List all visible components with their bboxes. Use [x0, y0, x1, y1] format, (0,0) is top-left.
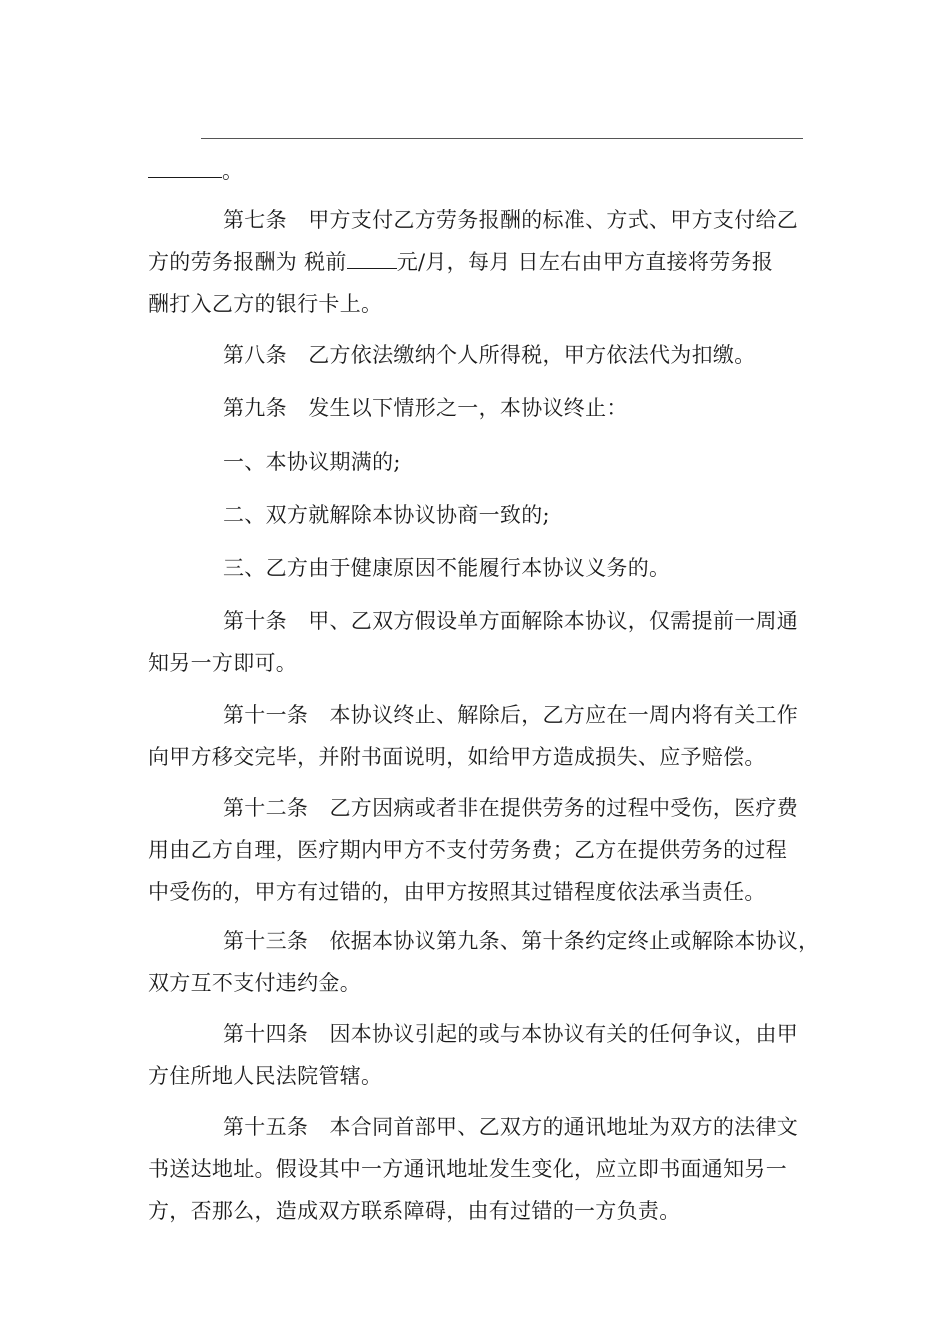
article-14-line-1: 第十四条 因本协议引起的或与本协议有关的任何争议，由甲: [223, 1022, 799, 1046]
article-7-line-2-b: 元/月，每月 日左右由甲方直接将劳务报: [396, 250, 774, 274]
article-11: [148, 694, 813, 778]
article-12-line-2: 用由乙方自理，医疗期内甲方不支付劳务费；乙方在提供劳务的过程: [148, 838, 787, 862]
article-9-item-2: [148, 494, 813, 536]
article-9-item-1: [148, 441, 813, 483]
article-9-line-1: 第九条 发生以下情形之一，本协议终止：: [223, 396, 628, 420]
list-item: 三、乙方由于健康原因不能履行本协议义务的。: [223, 556, 671, 580]
article-15-line-3: 方，否那么，造成双方联系障碍，由有过错的一方负责。: [148, 1199, 681, 1223]
fragment-continuation: [148, 150, 813, 192]
article-7-line-2-a: 方的劳务报酬为 税前: [148, 250, 347, 274]
article-15-line-2: 书送达地址。假设其中一方通讯地址发生变化，应立即书面通知另一: [148, 1157, 787, 1181]
article-8-line-1: 第八条 乙方依法缴纳个人所得税，甲方依法代为扣缴。: [223, 343, 756, 367]
article-10-line-2: 知另一方即可。: [148, 651, 298, 675]
article-10-line-1: 第十条 甲、乙双方假设单方面解除本协议，仅需提前一周通: [223, 609, 799, 633]
article-7: [148, 199, 813, 325]
article-8: [148, 334, 813, 376]
article-14-line-2: 方住所地人民法院管辖。: [148, 1064, 383, 1088]
fragment-end: 。: [222, 159, 244, 183]
blank-field: [347, 250, 397, 269]
article-12-line-1: 第十二条 乙方因病或者非在提供劳务的过程中受伤，医疗费: [223, 796, 799, 820]
article-15-line-1: 第十五条 本合同首部甲、乙双方的通讯地址为双方的法律文: [223, 1115, 799, 1139]
list-item: 二、双方就解除本协议协商一致的;: [223, 503, 550, 527]
article-13-line-2: 双方互不支付违约金。: [148, 971, 361, 995]
list-item: 一、本协议期满的;: [223, 450, 401, 474]
article-12-line-3: 中受伤的，甲方有过错的，由甲方按照其过错程度依法承当责任。: [148, 880, 766, 904]
article-11-line-1: 第十一条 本协议终止、解除后，乙方应在一周内将有关工作: [223, 703, 799, 727]
article-13: [148, 920, 820, 1004]
article-9-item-3: [148, 547, 813, 589]
article-11-line-2: 向甲方移交完毕，并附书面说明，如给甲方造成损失、应予赔偿。: [148, 745, 766, 769]
article-7-line-2: [148, 241, 813, 283]
article-10: [148, 600, 813, 684]
article-7-line-1: 第七条 甲方支付乙方劳务报酬的标准、方式、甲方支付给乙: [223, 208, 799, 232]
fill-in-line: [201, 138, 803, 139]
blank-field: [148, 159, 222, 178]
article-9: [148, 387, 813, 429]
article-7-line-3: 酬打入乙方的银行卡上。: [148, 292, 383, 316]
article-15: [148, 1106, 813, 1232]
article-12: [148, 787, 813, 913]
article-14: [148, 1013, 813, 1097]
article-13-line-1: 第十三条 依据本协议第九条、第十条约定终止或解除本协议，: [223, 929, 820, 953]
